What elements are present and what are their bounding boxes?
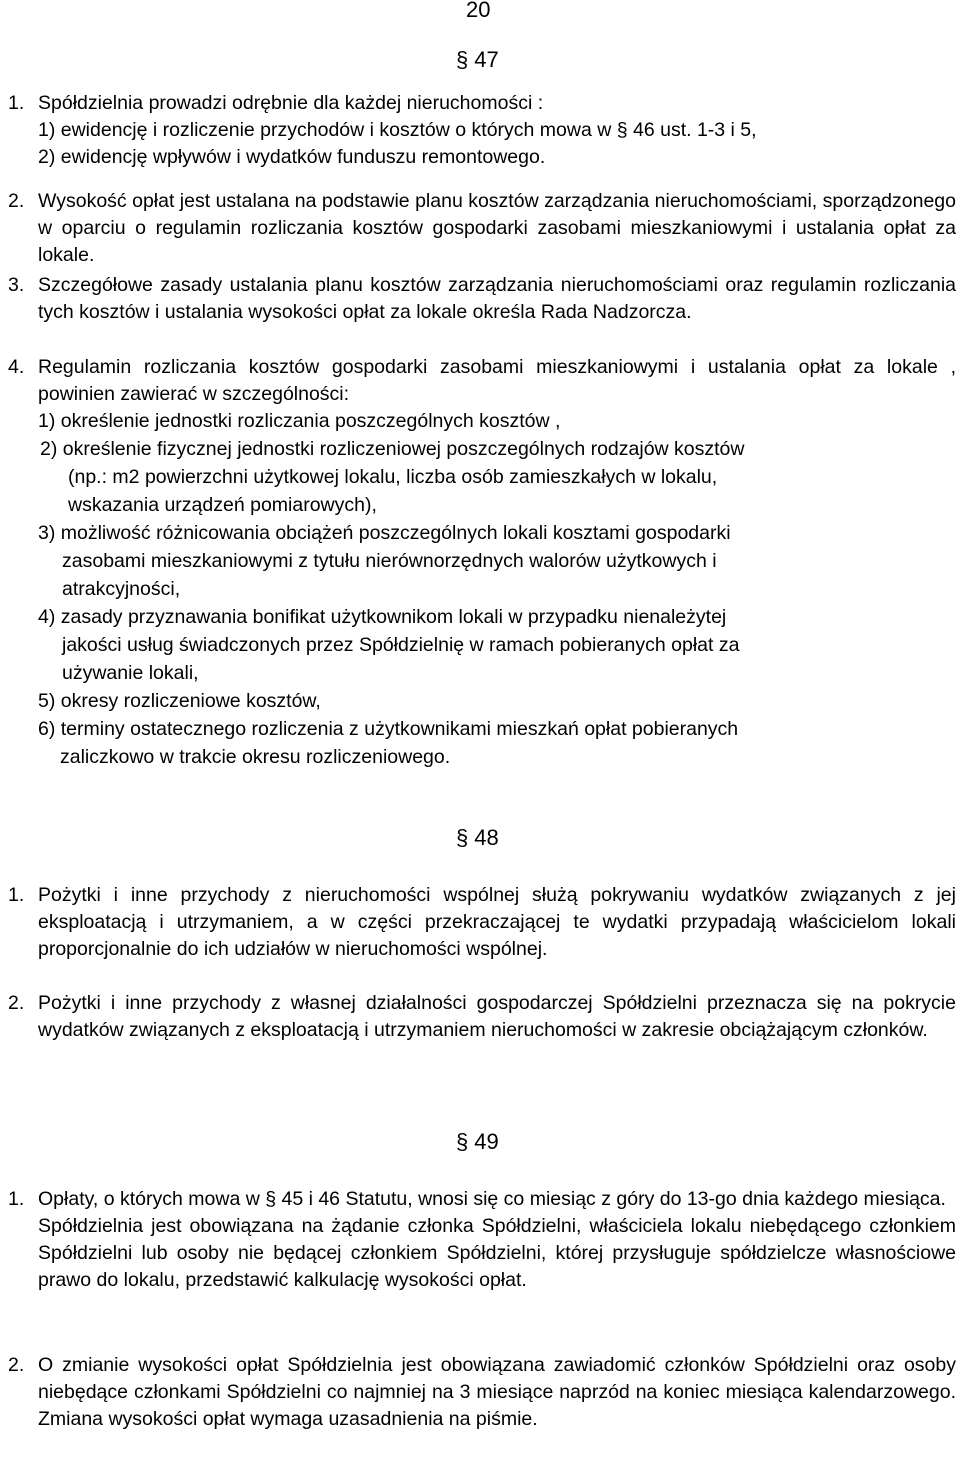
item-text: Pożytki i inne przychody z własnej działalności gospodarczej Spółdzielni przeznacza się na pokrycie wydatków związanych z eksploatacją i utrzymaniem nieruchomości w zakresie obciążającym członków. <box>38 992 956 1041</box>
section-number: 49 <box>474 1129 499 1154</box>
sub-item: wskazania urządzeń pomiarowych), <box>68 494 377 516</box>
sub-item: 5) okresy rozliczeniowe kosztów, <box>38 690 321 712</box>
section-number: 47 <box>474 47 499 72</box>
paragraph-48-1 <box>8 882 956 963</box>
item-number: 2. <box>8 190 25 212</box>
item-text: Pożytki i inne przychody z nieruchomości wspólnej służą pokrywaniu wydatków związanych z jej eksploatacją i utrzymaniem, a w części przekraczającej te wydatki przypadają właścicielom lokali proporcjonalnie do ich udziałów w nieruchomości wspólnej. <box>38 884 956 960</box>
sub-item: atrakcyjności, <box>62 578 181 600</box>
item-number: 1. <box>8 92 25 114</box>
section-number: 48 <box>474 825 499 850</box>
item-text: O zmianie wysokości opłat Spółdzielnia jest obowiązana zawiadomić członków Spółdzielni oraz osoby niebędące członkami Spółdzielni co najmniej na 3 miesiące naprzód na koniec miesiąca kalendarzowego. Zmiana wysokości opłat wymaga uzasadnienia na piśmie. <box>38 1354 956 1430</box>
paragraph-47-2 <box>8 188 956 269</box>
sub-item: 3) możliwość różnicowania obciążeń poszczególnych lokali kosztami gospodarki <box>38 522 731 544</box>
section-heading-47 <box>456 46 499 73</box>
sub-item: 6) terminy ostatecznego rozliczenia z użytkownikami mieszkań opłat pobieranych <box>38 718 739 740</box>
sub-item: 2) określenie fizycznej jednostki rozliczeniowej poszczególnych rodzajów kosztów <box>40 438 745 460</box>
item-text: Wysokość opłat jest ustalana na podstawie planu kosztów zarządzania nieruchomościami, sporządzonego w oparciu o regulamin rozliczania kosztów gospodarki zasobami mieszkaniowymi i ustalania opłat za lokale. <box>38 190 956 266</box>
section-sign: § <box>456 1129 469 1154</box>
sub-item: zaliczkowo w trakcie okresu rozliczeniowego. <box>60 746 451 768</box>
page-number: 20 <box>466 0 491 22</box>
paragraph-48-2 <box>8 990 956 1044</box>
item-number: 3. <box>8 274 25 296</box>
section-heading-49 <box>456 1128 499 1155</box>
item-number: 1. <box>8 1188 25 1210</box>
paragraph-49-2 <box>8 1352 956 1433</box>
paragraph-47-4 <box>8 354 956 408</box>
sub-item: jakości usług świadczonych przez Spółdzielnię w ramach pobieranych opłat za <box>62 634 740 656</box>
section-sign: § <box>456 47 469 72</box>
sub-item: zasobami mieszkaniowymi z tytułu nierównorzędnych walorów użytkowych i <box>62 550 717 572</box>
item-number: 2. <box>8 992 25 1014</box>
item-number: 1. <box>8 884 25 906</box>
item-text: Opłaty, o których mowa w § 45 i 46 Statutu, wnosi się co miesiąc z góry do 13-go dnia każdego miesiąca. <box>38 1188 946 1210</box>
item-text: Szczegółowe zasady ustalania planu kosztów zarządzania nieruchomościami oraz regulamin rozliczania tych kosztów i ustalania wysokości opłat za lokale określa Rada Nadzorcza. <box>38 274 956 323</box>
item-number: 2. <box>8 1354 25 1376</box>
item-number: 4. <box>8 356 25 378</box>
sub-item: 1) określenie jednostki rozliczania poszczególnych kosztów , <box>38 410 561 432</box>
sub-item: 2) ewidencję wpływów i wydatków funduszu remontowego. <box>38 146 546 168</box>
item-text: Regulamin rozliczania kosztów gospodarki zasobami mieszkaniowymi i ustalania opłat za lokale , powinien zawierać w szczególności: <box>38 356 956 405</box>
sub-item: używanie lokali, <box>62 662 199 684</box>
section-sign: § <box>456 825 469 850</box>
paragraph-47-3 <box>8 272 956 326</box>
sub-item: 1) ewidencję i rozliczenie przychodów i kosztów o których mowa w § 46 ust. 1-3 i 5, <box>38 119 757 141</box>
paragraph-47-1 <box>8 90 956 171</box>
sub-item: (np.: m2 powierzchni użytkowej lokalu, liczba osób zamieszkałych w lokalu, <box>68 466 718 488</box>
item-text: Spółdzielnia prowadzi odrębnie dla każdej nieruchomości : <box>38 92 544 114</box>
paragraph-49-1 <box>8 1186 956 1294</box>
sub-item: 4) zasady przyznawania bonifikat użytkownikom lokali w przypadku nienależytej <box>38 606 727 628</box>
item-text-continued: Spółdzielnia jest obowiązana na żądanie członka Spółdzielni, właściciela lokalu niebędącego członkiem Spółdzielni lub osoby nie będącej członkiem Spółdzielni, której przysługuje spółdzielcze własnościowe prawo do lokalu, przedstawić kalkulację wysokości opłat. <box>38 1215 956 1291</box>
section-heading-48 <box>456 824 499 851</box>
